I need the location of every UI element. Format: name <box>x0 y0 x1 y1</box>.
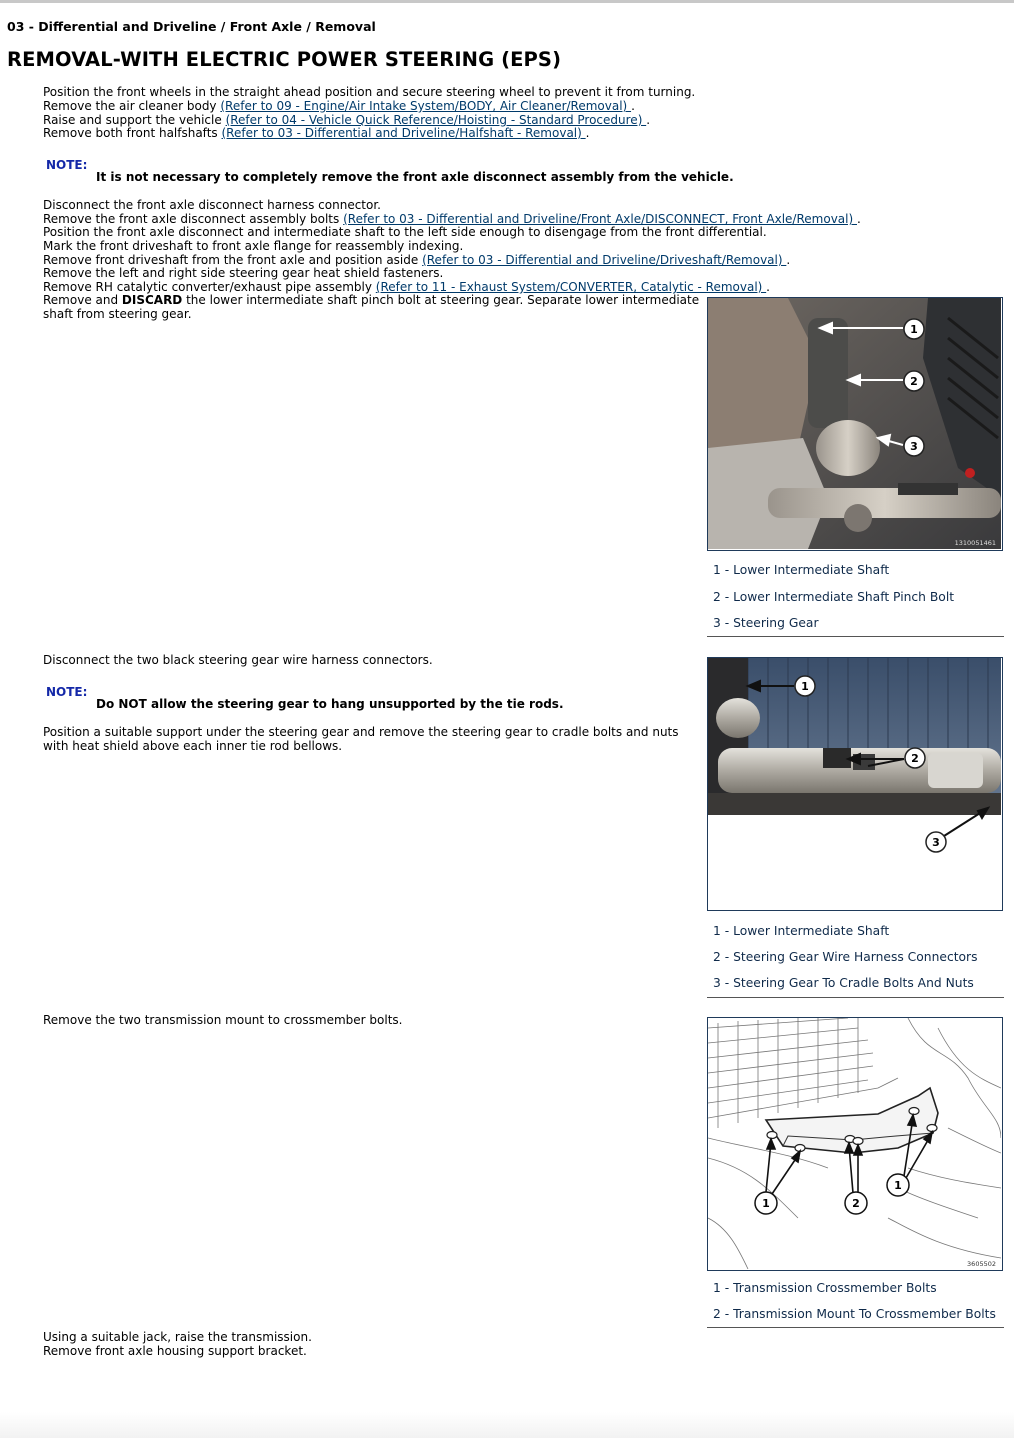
step-text: Mark the front driveshaft to front axle flange for reassembly indexing. <box>43 239 464 253</box>
note-text: It is not necessary to completely remove the front axle disconnect assembly from the vehicle. <box>96 170 734 184</box>
callout-2: 2 <box>852 1197 860 1210</box>
discard-emphasis: DISCARD <box>121 293 183 307</box>
reference-link-halfshaft[interactable]: (Refer to 03 - Differential and Driveline/Halfshaft - Removal) <box>221 126 586 140</box>
figure-caption: 1 - Transmission Crossmember Bolts <box>713 1281 937 1295</box>
callout-2: 2 <box>910 375 918 388</box>
callout-2: 2 <box>911 752 919 765</box>
step-text: Raise and support the vehicle <box>43 113 226 127</box>
page-title: REMOVAL-WITH ELECTRIC POWER STEERING (EPS) <box>7 48 562 71</box>
step-tail: . <box>786 253 791 267</box>
step-text: Remove and <box>43 293 122 307</box>
callout-1: 1 <box>910 323 918 336</box>
note-label: NOTE: <box>46 158 88 172</box>
reference-link-catalytic-converter[interactable]: (Refer to 11 - Exhaust System/CONVERTER, Catalytic - Removal) <box>375 280 767 294</box>
callout-1: 1 <box>762 1197 770 1210</box>
figure-caption: 1 - Lower Intermediate Shaft <box>713 924 890 938</box>
figure-steering-shaft-photo <box>707 297 1003 551</box>
step-text: Remove front axle housing support bracket. <box>43 1344 307 1358</box>
figure-caption: 1 - Lower Intermediate Shaft <box>713 563 890 577</box>
step-text: Position the front wheels in the straight ahead position and secure steering wheel to prevent it from turning. <box>43 85 696 99</box>
step-text: Position a suitable support under the steering gear and remove the steering gear to cradle bolts and nuts <box>43 725 679 739</box>
step-text: Remove the air cleaner body <box>43 99 221 113</box>
reference-link-axle-disconnect[interactable]: (Refer to 03 - Differential and Driveline/Front Axle/DISCONNECT, Front Axle/Removal) <box>343 212 857 226</box>
breadcrumb: 03 - Differential and Driveline / Front Axle / Removal <box>7 19 376 34</box>
reference-link-driveshaft[interactable]: (Refer to 03 - Differential and Driveline/Driveshaft/Removal) <box>422 253 787 267</box>
step-text: Remove the left and right side steering gear heat shield fasteners. <box>43 266 444 280</box>
steering-gear-photo-illustration <box>708 658 1001 909</box>
step-text: Remove both front halfshafts <box>43 126 222 140</box>
figure-code: 1310051461 <box>954 539 996 547</box>
step-tail: . <box>631 99 635 113</box>
callout-3: 3 <box>910 440 918 453</box>
callout-1: 1 <box>801 680 809 693</box>
caption-divider <box>707 1327 1004 1328</box>
callout-3: 3 <box>932 836 940 849</box>
note-text: Do NOT allow the steering gear to hang unsupported by the tie rods. <box>96 697 564 711</box>
figure-caption: 2 - Lower Intermediate Shaft Pinch Bolt <box>713 590 955 604</box>
steering-shaft-photo-illustration <box>708 298 1001 549</box>
figure-code: 3605502 <box>967 1260 996 1268</box>
note-label: NOTE: <box>46 685 88 699</box>
step-text: Remove front driveshaft from the front axle and position aside <box>43 253 423 267</box>
step-text: shaft from steering gear. <box>43 307 192 321</box>
step-tail: . <box>766 280 770 294</box>
figure-caption: 2 - Transmission Mount To Crossmember Bolts <box>713 1307 996 1321</box>
step-text: Position the front axle disconnect and intermediate shaft to the left side enough to disengage from the front differential. <box>43 225 767 239</box>
figure-steering-gear-photo <box>707 657 1003 911</box>
top-border <box>0 0 1014 3</box>
figure-caption: 2 - Steering Gear Wire Harness Connectors <box>713 950 978 964</box>
figure-caption: 3 - Steering Gear To Cradle Bolts And Nuts <box>713 976 974 990</box>
caption-divider <box>707 636 1004 637</box>
reference-link-hoisting[interactable]: (Refer to 04 - Vehicle Quick Reference/Hoisting - Standard Procedure) <box>225 113 647 127</box>
figure-caption: 3 - Steering Gear <box>713 616 819 630</box>
crossmember-line-drawing <box>708 1018 1001 1269</box>
step-text: Remove the two transmission mount to crossmember bolts. <box>43 1013 403 1027</box>
step-text: Disconnect the front axle disconnect harness connector. <box>43 198 381 212</box>
page-bottom-edge <box>0 1412 1014 1438</box>
step-text: with heat shield above each inner tie rod bellows. <box>43 739 343 753</box>
callout-1: 1 <box>894 1179 902 1192</box>
step-text-continued: the lower intermediate shaft pinch bolt at steering gear. Separate lower intermediate <box>182 293 700 307</box>
step-tail: . <box>646 113 651 127</box>
figure-crossmember-drawing <box>707 1017 1003 1271</box>
step-tail: . <box>856 212 861 226</box>
step-text: Disconnect the two black steering gear wire harness connectors. <box>43 653 433 667</box>
reference-link-air-cleaner[interactable]: (Refer to 09 - Engine/Air Intake System/BODY, Air Cleaner/Removal) <box>220 99 632 113</box>
step-tail: . <box>585 126 590 140</box>
step-text: Remove RH catalytic converter/exhaust pipe assembly <box>43 280 376 294</box>
step-text: Remove the front axle disconnect assembly bolts <box>43 212 344 226</box>
caption-divider <box>707 997 1004 998</box>
step-text: Using a suitable jack, raise the transmission. <box>43 1330 312 1344</box>
